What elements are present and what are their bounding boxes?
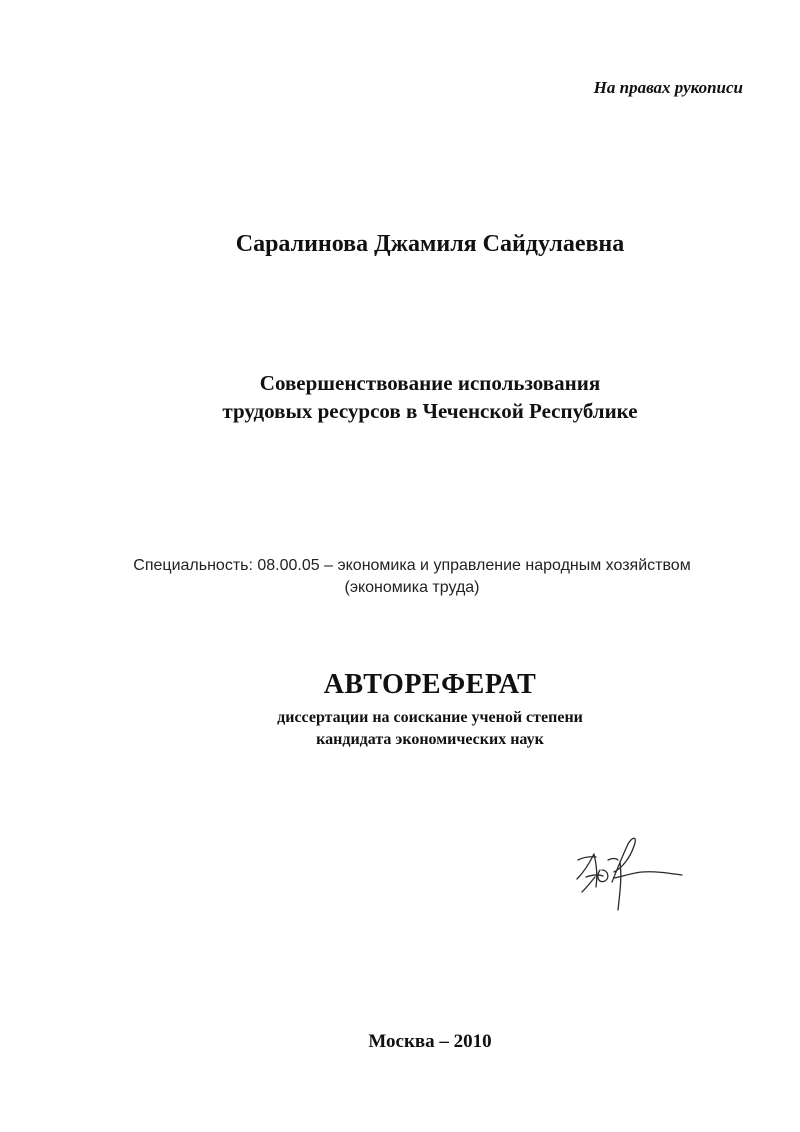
dissertation-title: [30, 369, 800, 425]
abstract-heading: АВТОРЕФЕРАТ: [323, 669, 537, 700]
rights-note: На правах рукописи: [593, 78, 743, 97]
city-year: Москва – 2010: [368, 1031, 492, 1052]
author-name: Саралинова Джамиля Сайдулаевна: [235, 231, 625, 257]
degree-line-1: диссертации на соискание ученой степени: [277, 709, 583, 726]
specialty-line-1: Специальность: 08.00.05 – экономика и управление народным хозяйством: [133, 557, 691, 574]
specialty-info: [12, 555, 800, 599]
degree-description: [30, 707, 800, 751]
handwritten-signature: [572, 832, 687, 917]
degree-line-2: кандидата экономических наук: [316, 731, 544, 748]
title-line-2: трудовых ресурсов в Чеченской Республике: [222, 399, 638, 423]
title-line-1: Совершенствование использования: [259, 371, 601, 395]
specialty-line-2: (экономика труда): [344, 579, 480, 596]
